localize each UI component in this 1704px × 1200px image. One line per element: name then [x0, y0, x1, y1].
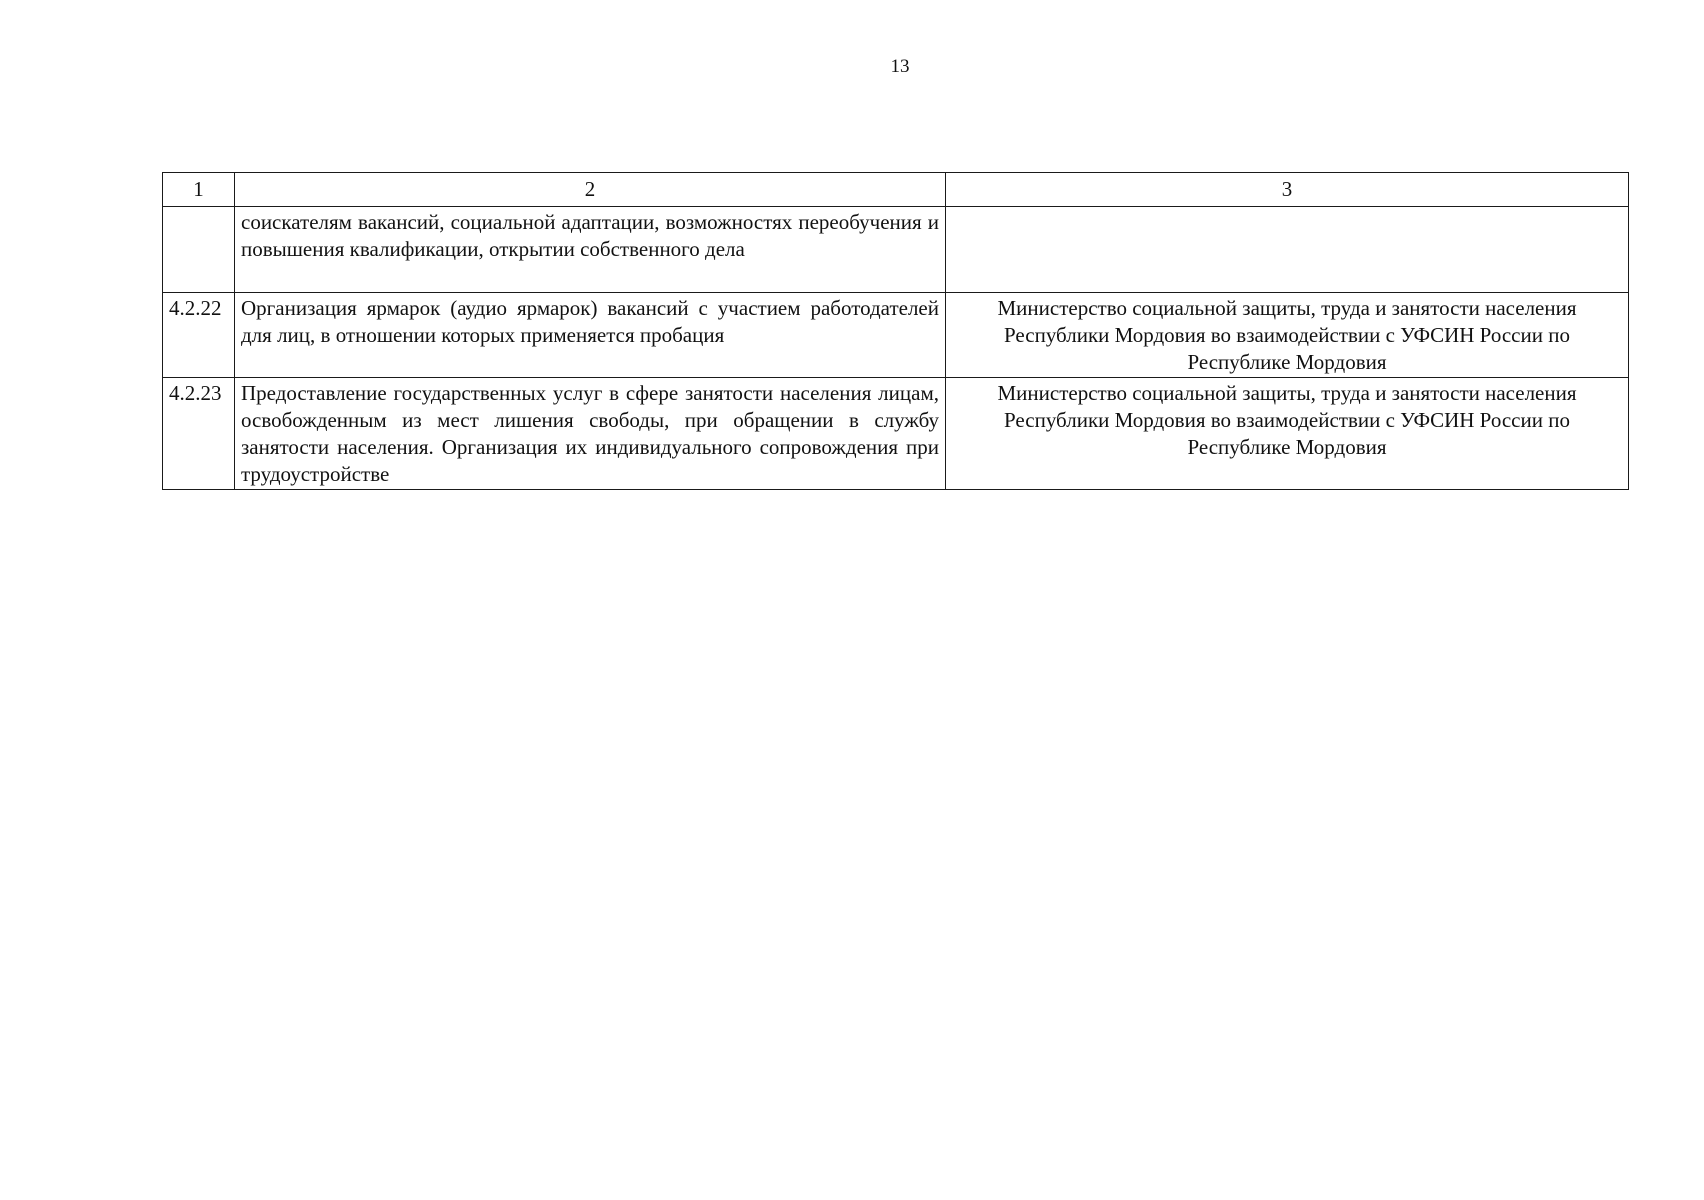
item-description: соискателям вакансий, социальной адаптации, возможностях переобучения и повышения квалификации, открытии собственного дела	[235, 207, 946, 293]
table-header-row	[163, 173, 1629, 207]
item-number: 4.2.22	[163, 293, 235, 378]
item-description: Предоставление государственных услуг в сфере занятости населения лицам, освобожденным из мест лишения свободы, при обращении в службу занятости населения. Организация их индивидуального сопровождения при трудоустройстве	[235, 378, 946, 490]
column-header-3: 3	[946, 173, 1629, 207]
table-row	[163, 207, 1629, 293]
item-responsible: Министерство социальной защиты, труда и занятости населения Республики Мордовия во взаимодействии с УФСИН России по Республике Мордовия	[946, 378, 1629, 490]
table-row	[163, 293, 1629, 378]
item-number: 4.2.23	[163, 378, 235, 490]
column-header-1: 1	[163, 173, 235, 207]
column-header-2: 2	[235, 173, 946, 207]
item-number	[163, 207, 235, 293]
table-row	[163, 378, 1629, 490]
measures-table	[162, 172, 1629, 490]
item-description: Организация ярмарок (аудио ярмарок) вакансий с участием работодателей для лиц, в отношении которых применяется пробация	[235, 293, 946, 378]
item-responsible: Министерство социальной защиты, труда и занятости населения Республики Мордовия во взаимодействии с УФСИН России по Республике Мордовия	[946, 293, 1629, 378]
page-number: 13	[890, 56, 910, 77]
item-responsible	[946, 207, 1629, 293]
